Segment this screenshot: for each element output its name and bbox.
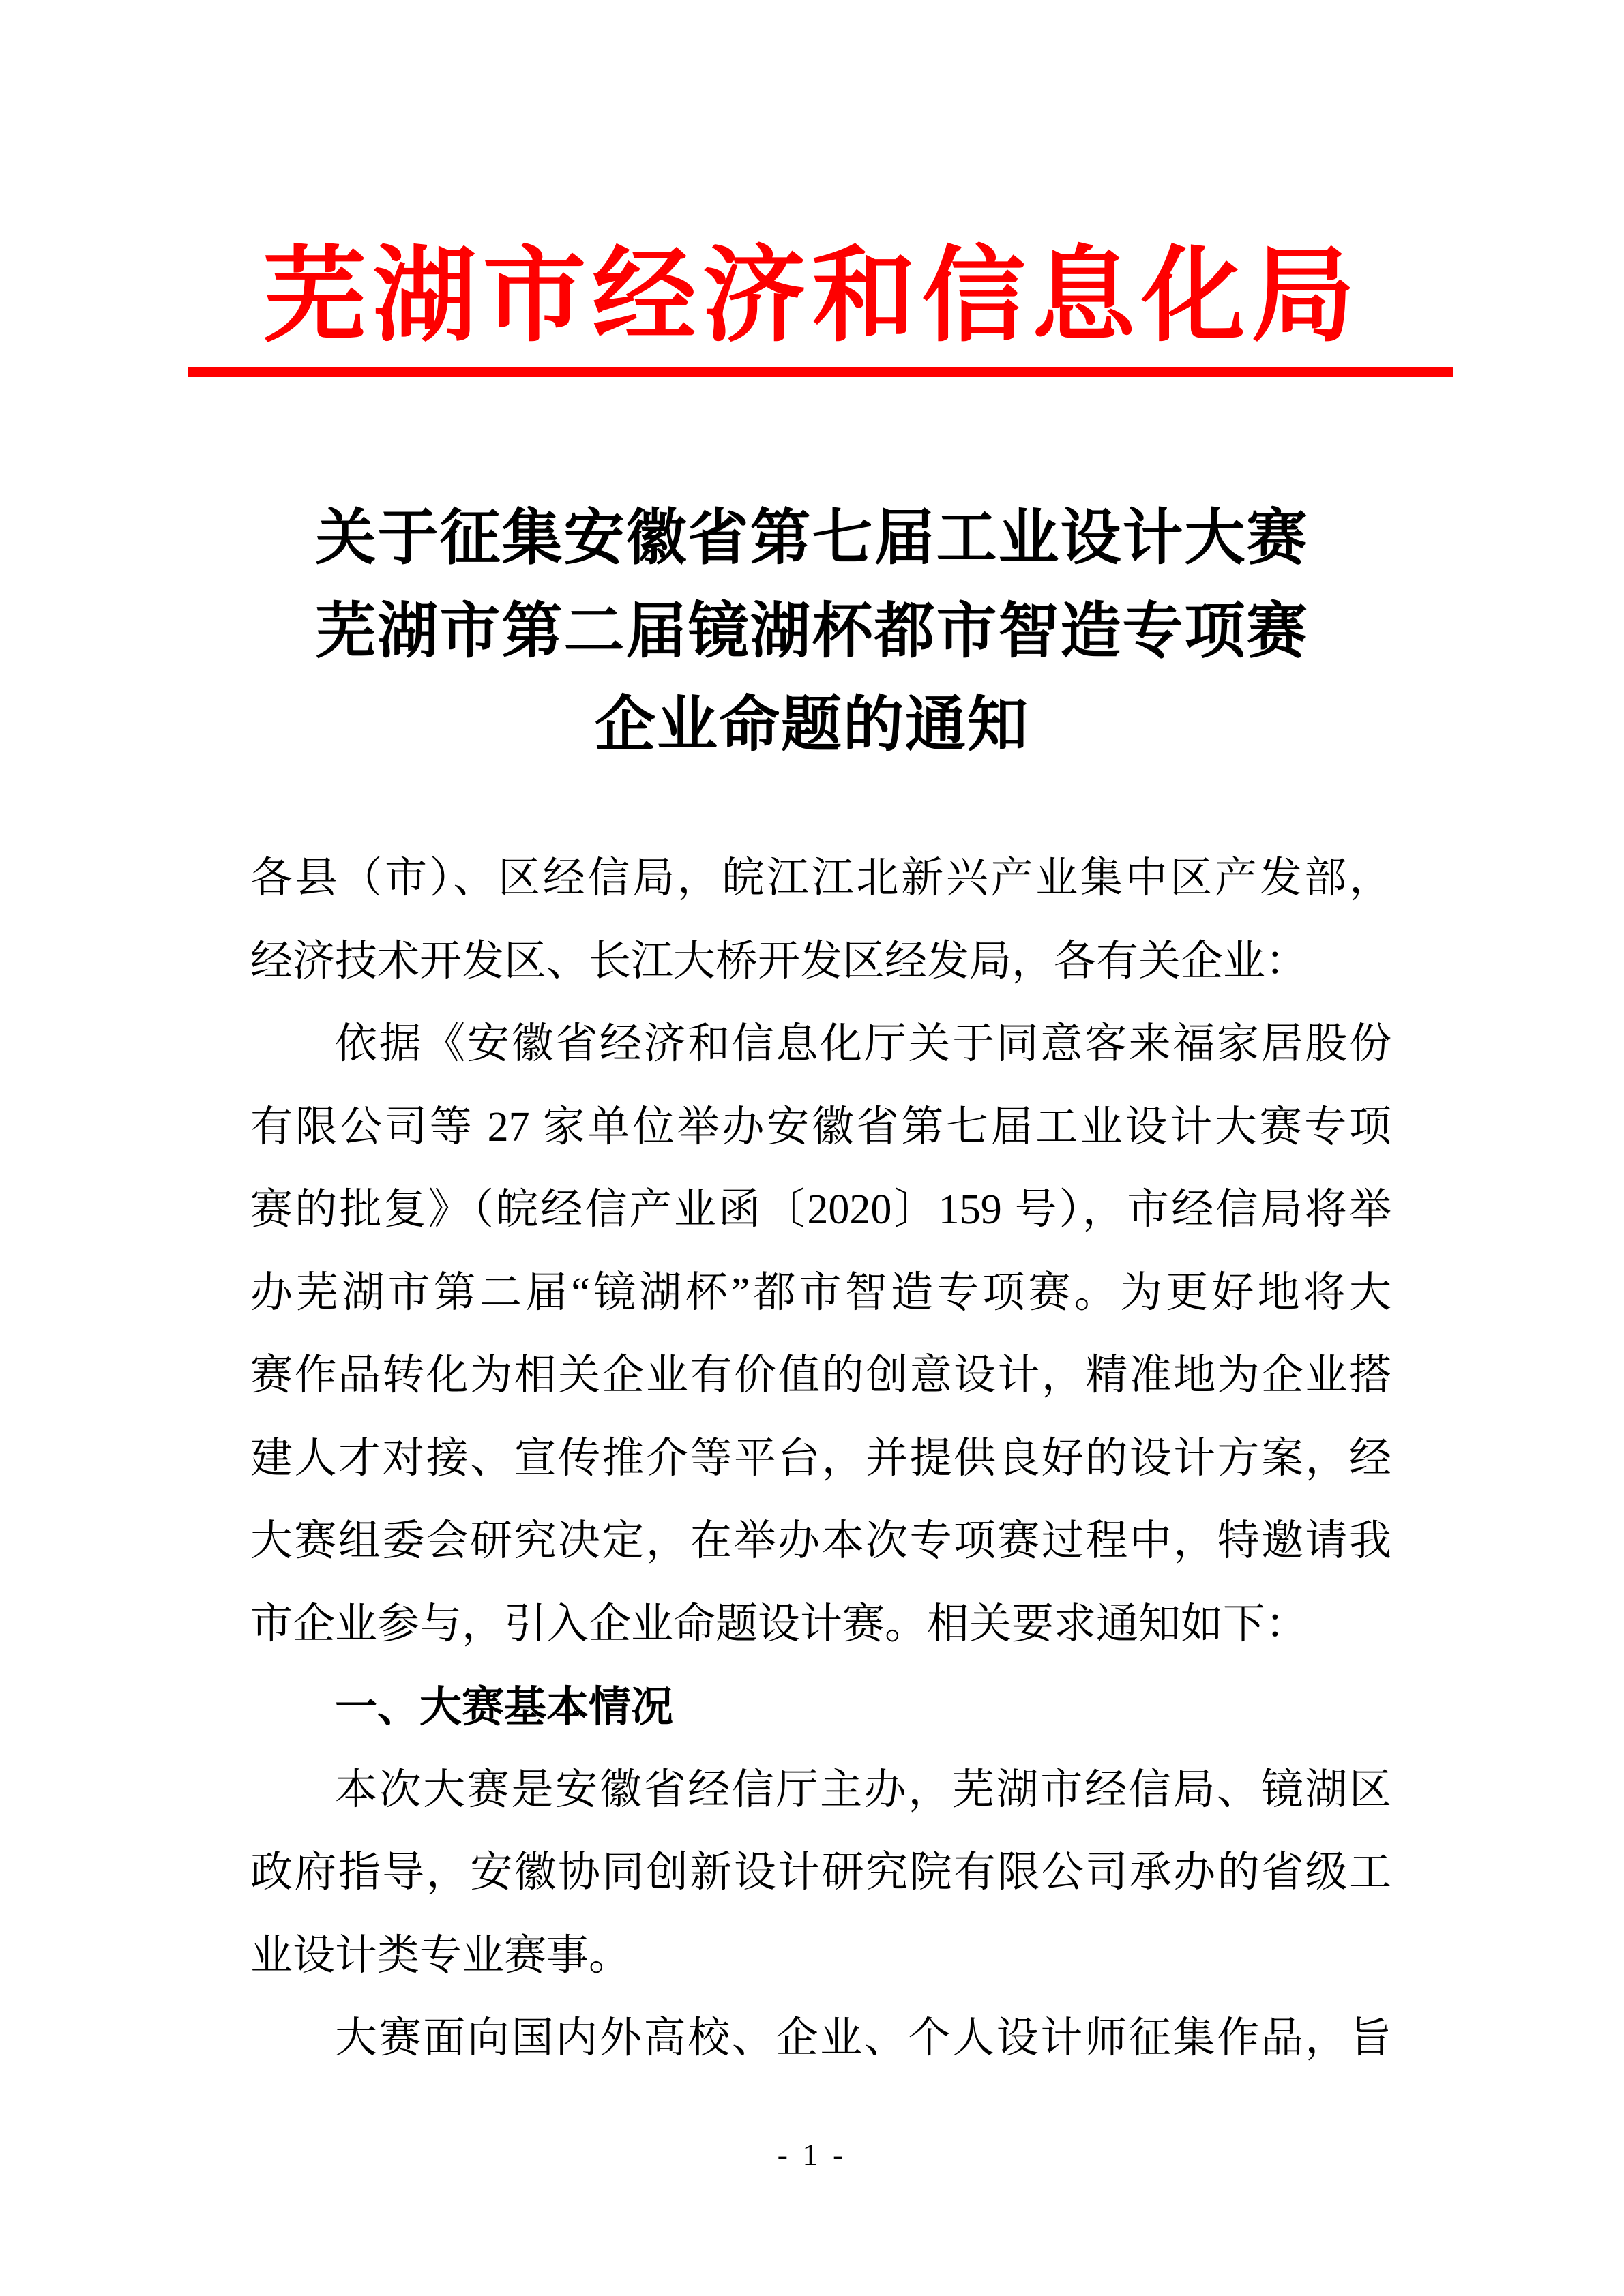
body-line: 有限公司等 27 家单位举办安徽省第七届工业设计大赛专项 [250,1103,1391,1150]
body-line: 依据《安徽省经济和信息化厅关于同意客来福家居股份 [335,1021,1391,1067]
page-number: - 1 - [777,2137,847,2172]
body-line: 业设计类专业赛事。 [250,1932,632,1979]
body-line: 大赛面向国内外高校、企业、个人设计师征集作品，旨 [335,2015,1391,2061]
notice-title-line: 企业命题的通知 [595,692,1029,759]
body-line: 经济技术开发区、长江大桥开发区经发局，各有关企业： [250,938,1308,985]
body-line: 建人才对接、宣传推介等平台，并提供良好的设计方案，经 [250,1435,1391,1482]
body-line: 政府指导，安徽协同创新设计研究院有限公司承办的省级工 [250,1849,1391,1896]
body-line: 办芜湖市第二届“镜湖杯”都市智造专项赛。为更好地将大 [250,1269,1391,1316]
notice-title-line: 关于征集安徽省第七届工业设计大赛 [315,505,1309,572]
agency-letterhead-title: 芜湖市经济和信息化局 [263,239,1361,354]
notice-body [250,837,1391,2081]
body-line: 赛的批复》（皖经信产业函〔2020〕159 号），市经信局将举 [250,1187,1391,1233]
notice-title-line: 芜湖市第二届镜湖杯都市智造专项赛 [315,599,1309,666]
body-line: 一、大赛基本情况 [335,1684,674,1731]
letterhead-divider-rule [188,367,1453,377]
body-line: 大赛组委会研究决定，在举办本次专项赛过程中，特邀请我 [250,1518,1391,1564]
body-line: 市企业参与，引入企业命题设计赛。相关要求通知如下： [250,1600,1308,1648]
body-line: 赛作品转化为相关企业有价值的创意设计，精准地为企业搭 [250,1352,1391,1399]
body-line: 各县（市）、区经信局，皖江江北新兴产业集中区产发部， [250,855,1391,901]
body-line: 本次大赛是安徽省经信厅主办，芜湖市经信局、镜湖区 [335,1766,1391,1813]
notice-title [0,492,1624,773]
